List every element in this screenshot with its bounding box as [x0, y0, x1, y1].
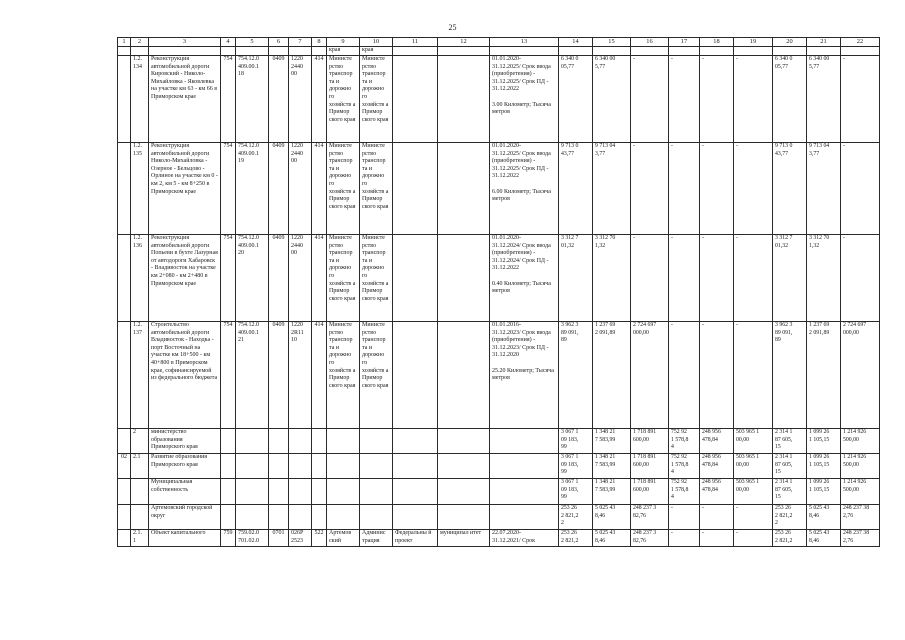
table-cell	[327, 429, 360, 454]
table-cell	[221, 429, 236, 454]
table-cell: 01.01.2020- 31.12.2025/ Срок ввода (приобретения) - 31.12.2025/ Срок ПД - 31.12.2022 3.00 Километр; Тысяча метров	[490, 56, 559, 143]
table-row-municipal	[118, 479, 880, 505]
table-cell	[393, 143, 438, 235]
table-cell: 1.2. 135	[131, 143, 149, 235]
table-cell: Министе рство транспор та и дорожно го хозяйств а Примор ского края	[360, 235, 393, 322]
table-cell: 2 724 697 000,00	[841, 322, 880, 429]
table-cell: 2	[131, 429, 149, 454]
table-cell: Артемов ский	[327, 530, 360, 547]
table-cell	[490, 47, 559, 56]
table-cell: 248 237 38 2,76	[841, 530, 880, 547]
table-cell: 1 718 891 600,00	[631, 429, 669, 454]
table-cell: 253 26 2 821,2	[559, 530, 593, 547]
column-header-22: 22	[841, 38, 880, 47]
table-cell	[438, 429, 490, 454]
table-cell: 248 237 38 2,76	[841, 505, 880, 530]
table-row-2	[118, 429, 880, 454]
table-cell	[393, 47, 438, 56]
table-cell: -	[631, 56, 669, 143]
table-row-1-2-135	[118, 143, 880, 235]
table-cell	[490, 479, 559, 505]
table-cell: Строительство автомобильной дороги Владивосток - Находка - порт Восточный на участке км 18+500 - км 40+800 в Приморском крае, софинансируемой из федерального бюджета	[149, 322, 221, 429]
table-cell: 1 214 926 500,00	[841, 454, 880, 479]
table-cell: 414	[312, 235, 327, 322]
table-cell: -	[669, 235, 700, 322]
table-cell	[131, 479, 149, 505]
table-cell: -	[700, 143, 734, 235]
table-cell: 754.12.0 409.00.1 21	[236, 322, 269, 429]
table-cell	[289, 454, 312, 479]
table-cell	[360, 429, 393, 454]
table-cell: 248 237 3 82,76	[631, 505, 669, 530]
table-cell: -	[841, 56, 880, 143]
table-cell	[221, 479, 236, 505]
table-cell: 253 26 2 821,2 2	[773, 505, 807, 530]
table-cell	[236, 429, 269, 454]
table-cell	[269, 429, 289, 454]
table-cell: 414	[312, 322, 327, 429]
table-cell	[221, 454, 236, 479]
table-cell	[118, 143, 131, 235]
table-cell	[118, 505, 131, 530]
table-cell: 9 713 0 43,77	[559, 143, 593, 235]
table-cell	[312, 479, 327, 505]
table-cell: -	[669, 143, 700, 235]
table-cell	[393, 322, 438, 429]
table-cell: 754	[221, 235, 236, 322]
table-cell: 3 312 70 1,32	[593, 235, 631, 322]
table-cell: 754.12.0 409.00.1 20	[236, 235, 269, 322]
table-cell	[393, 56, 438, 143]
table-cell: 0701	[269, 530, 289, 547]
table-cell: 01.01.2016- 31.12.2023/ Срок ввода (приобретения) - 31.12.2023/ Срок ПД - 31.12.2020 25.20 Километр; Тысяча метров	[490, 322, 559, 429]
table-cell	[773, 47, 807, 56]
table-cell: Министе рство транспор та и дорожно го хозяйств а Примор ского края	[360, 56, 393, 143]
column-header-2: 2	[131, 38, 149, 47]
table-cell: -	[734, 235, 773, 322]
table-row-1-2-137	[118, 322, 880, 429]
table-cell	[438, 322, 490, 429]
table-cell: муниципал итет	[438, 530, 490, 547]
table-cell	[312, 47, 327, 56]
table-cell: 503 965 1 00,00	[734, 479, 773, 505]
table-cell	[490, 505, 559, 530]
table-cell: 2 314 1 87 605, 15	[773, 429, 807, 454]
table-cell	[393, 235, 438, 322]
table-cell: 1220 2440 00	[289, 235, 312, 322]
table-cell: 1.2. 134	[131, 56, 149, 143]
table-cell: министерство образования Приморского края	[149, 429, 221, 454]
table-cell	[327, 505, 360, 530]
table-cell	[236, 505, 269, 530]
table-cell: -	[700, 530, 734, 547]
table-cell: 026P 2523	[289, 530, 312, 547]
table-cell: 6 340 00 5,77	[807, 56, 841, 143]
table-cell: 0409	[269, 143, 289, 235]
table-cell	[700, 47, 734, 56]
table-cell: 1 214 926 500,00	[841, 479, 880, 505]
table-cell: -	[841, 235, 880, 322]
column-header-5: 5	[236, 38, 269, 47]
table-cell	[289, 505, 312, 530]
table-cell: 759	[221, 530, 236, 547]
table-cell: -	[734, 143, 773, 235]
table-cell	[327, 454, 360, 479]
table-cell: 2.1	[131, 454, 149, 479]
table-cell	[118, 56, 131, 143]
table-cell	[118, 479, 131, 505]
table-cell: Министе рство транспор та и дорожно го хозяйств а Примор ского края	[327, 56, 360, 143]
table-cell: -	[734, 322, 773, 429]
table-row-2-1-1	[118, 530, 880, 547]
table-cell: 1 718 891 600,00	[631, 479, 669, 505]
column-header-10: 10	[360, 38, 393, 47]
table-cell: 248 237 3 82,76	[631, 530, 669, 547]
table-cell: -	[669, 530, 700, 547]
table-cell: 0409	[269, 56, 289, 143]
table-cell: края	[327, 47, 360, 56]
column-header-17: 17	[669, 38, 700, 47]
table-cell: 754.12.0 409.00.1 18	[236, 56, 269, 143]
table-cell: 1 348 21 7 583,99	[593, 429, 631, 454]
table-cell	[118, 429, 131, 454]
table-cell: 5 025 43 8,46	[593, 505, 631, 530]
table-cell: 503 965 1 00,00	[734, 454, 773, 479]
table-cell: -	[700, 56, 734, 143]
column-header-1: 1	[118, 38, 131, 47]
table-cell: края	[360, 47, 393, 56]
table-cell	[289, 47, 312, 56]
table-cell: -	[841, 143, 880, 235]
table-cell: 248 956 478,84	[700, 429, 734, 454]
table-cell: 3 067 1 09 183, 99	[559, 429, 593, 454]
table-cell: -	[700, 235, 734, 322]
column-header-13: 13	[490, 38, 559, 47]
table-cell: 1 099 26 1 105,15	[807, 454, 841, 479]
table-cell: 248 956 478,84	[700, 479, 734, 505]
table-cell	[236, 479, 269, 505]
table-cell: 752 92 1 578,8 4	[669, 429, 700, 454]
table-cell	[438, 235, 490, 322]
table-cell: 752 92 1 578,8 4	[669, 454, 700, 479]
table-row-1-2-136	[118, 235, 880, 322]
table-cell	[118, 530, 131, 547]
table-cell: 0409	[269, 235, 289, 322]
table-cell: 01.01.2020- 31.12.2024/ Срок ввода (приобретения) - 31.12.2024/ Срок ПД - 31.12.2022 0.40 Километр; Тысяча метров	[490, 235, 559, 322]
table-cell: 503 965 1 00,00	[734, 429, 773, 454]
table-cell: 1 237 69 2 091,89	[593, 322, 631, 429]
column-header-6: 6	[269, 38, 289, 47]
table-row-02-2-1	[118, 454, 880, 479]
table-cell: -	[700, 322, 734, 429]
table-cell: Развитие образования Приморского края	[149, 454, 221, 479]
table-row-artem	[118, 505, 880, 530]
column-header-9: 9	[327, 38, 360, 47]
table-cell	[312, 505, 327, 530]
table-cell: -	[631, 143, 669, 235]
table-cell: -	[669, 322, 700, 429]
table-cell: 248 956 478,84	[700, 454, 734, 479]
table-cell: Муниципальная собственность	[149, 479, 221, 505]
table-cell	[312, 454, 327, 479]
table-cell: Артемовский городской округ	[149, 505, 221, 530]
column-header-4: 4	[221, 38, 236, 47]
table-cell	[559, 47, 593, 56]
table-cell: 1 099 26 1 105,15	[807, 429, 841, 454]
table-cell: 1220 2440 00	[289, 143, 312, 235]
column-header-12: 12	[438, 38, 490, 47]
table-cell: 522	[312, 530, 327, 547]
table-cell: -	[669, 56, 700, 143]
column-header-15: 15	[593, 38, 631, 47]
table-cell: 6 340 0 05,77	[559, 56, 593, 143]
table-cell	[669, 47, 700, 56]
table-cell: 1 237 69 2 091,89	[807, 322, 841, 429]
table-cell	[118, 235, 131, 322]
table-cell	[490, 454, 559, 479]
table-cell	[393, 505, 438, 530]
table-cell: 5 025 43 8,46	[593, 530, 631, 547]
table-cell: 1 348 21 7 583,99	[593, 454, 631, 479]
table-cell: 1220 2440 00	[289, 56, 312, 143]
table-cell: Федеральны й проект	[393, 530, 438, 547]
table-cell	[490, 429, 559, 454]
table-cell: 1 348 21 7 583,99	[593, 479, 631, 505]
table-cell: Реконструкция автомобильной дороги Попьеви в бухте Лазурная от автодороги Хабаровск - Владивосток на участке км 2+080 - км 2+480 в Приморском крае	[149, 235, 221, 322]
table-cell	[360, 505, 393, 530]
table-cell	[393, 454, 438, 479]
table-cell: 0409	[269, 322, 289, 429]
table-cell: 6 340 0 05,77	[773, 56, 807, 143]
table-cell	[221, 47, 236, 56]
table-cell	[131, 47, 149, 56]
table-cell: Админис трация	[360, 530, 393, 547]
column-header-11: 11	[393, 38, 438, 47]
table-cell	[438, 479, 490, 505]
table-cell: 1 214 926 500,00	[841, 429, 880, 454]
table-cell	[438, 505, 490, 530]
table-row-1-2-134	[118, 56, 880, 143]
table-cell	[269, 479, 289, 505]
table-cell	[438, 454, 490, 479]
table-cell	[131, 505, 149, 530]
table-cell: 9 713 04 3,77	[593, 143, 631, 235]
page-number: 25	[448, 23, 457, 32]
table-cell: 1220 2R11 10	[289, 322, 312, 429]
table-cell	[327, 479, 360, 505]
table-cell: 3 312 7 01,32	[559, 235, 593, 322]
table-cell	[360, 479, 393, 505]
table-cell	[118, 322, 131, 429]
table-cell: -	[669, 505, 700, 530]
table-cell: 2 314 1 87 605, 15	[773, 479, 807, 505]
table-cell: 759.02.0 701.02.0	[236, 530, 269, 547]
column-number-row	[118, 38, 880, 47]
table-cell	[269, 47, 289, 56]
table-cell	[807, 47, 841, 56]
table-cell: 1 099 26 1 105,15	[807, 479, 841, 505]
column-header-18: 18	[700, 38, 734, 47]
column-header-21: 21	[807, 38, 841, 47]
table-cell: Министе рство транспор та и дорожно го хозяйств а Примор ского края	[360, 143, 393, 235]
table-cell: Министе рство транспор та и дорожно го хозяйств а Примор ского края	[327, 322, 360, 429]
table-cell: Реконструкция автомобильной дороги Николо-Михайловка - Озерное - Бельцово - Орлиное на участке км 0 - км 2, км 5 - км 8+250 в Приморском крае	[149, 143, 221, 235]
table-cell	[393, 479, 438, 505]
table-cell: 3 962 3 89 091, 89	[559, 322, 593, 429]
column-header-20: 20	[773, 38, 807, 47]
table-cell: 1.2. 137	[131, 322, 149, 429]
table-cell: 754	[221, 56, 236, 143]
table-cell: 414	[312, 143, 327, 235]
table-cell: -	[700, 505, 734, 530]
table-cell	[236, 454, 269, 479]
table-cell	[438, 56, 490, 143]
table-cell: 5 025 43 8,46	[807, 505, 841, 530]
table-row-continuation	[118, 47, 880, 56]
table-cell: 3 067 1 09 183, 99	[559, 479, 593, 505]
table-cell: -	[631, 235, 669, 322]
table-cell: 253 26 2 821,2	[773, 530, 807, 547]
table-cell: Министе рство транспор та и дорожно го хозяйств а Примор ского края	[360, 322, 393, 429]
table-cell: 2.1. 1	[131, 530, 149, 547]
table-cell: -	[734, 530, 773, 547]
table-cell	[438, 47, 490, 56]
table-cell: 414	[312, 56, 327, 143]
table-cell: 3 312 70 1,32	[807, 235, 841, 322]
table-cell: 3 067 1 09 183, 99	[559, 454, 593, 479]
table-cell	[118, 47, 131, 56]
table-cell: 6 340 00 5,77	[593, 56, 631, 143]
table-cell	[312, 429, 327, 454]
table-cell: 754	[221, 143, 236, 235]
table-cell	[393, 429, 438, 454]
table-cell	[360, 454, 393, 479]
table-cell: Министе рство транспор та и дорожно го хозяйств а Примор ского края	[327, 143, 360, 235]
column-header-16: 16	[631, 38, 669, 47]
data-table	[117, 37, 880, 547]
table-cell	[269, 454, 289, 479]
table-cell	[289, 479, 312, 505]
column-header-8: 8	[312, 38, 327, 47]
table-cell: 5 025 43 8,46	[807, 530, 841, 547]
table-cell: 9 713 04 3,77	[807, 143, 841, 235]
table-cell	[631, 47, 669, 56]
table-cell	[438, 143, 490, 235]
column-header-19: 19	[734, 38, 773, 47]
table-cell	[841, 47, 880, 56]
table-cell: 1.2. 136	[131, 235, 149, 322]
table-cell	[149, 47, 221, 56]
table-cell: 253 26 2 821,2 2	[559, 505, 593, 530]
table-cell: Реконструкция автомобильной дороги Кировский - Николо-Михайловка - Яковлевка на участке км 63 - км 66 в Приморском крае	[149, 56, 221, 143]
table-cell	[734, 47, 773, 56]
table-cell	[593, 47, 631, 56]
table-cell	[289, 429, 312, 454]
table-cell: 2 724 697 000,00	[631, 322, 669, 429]
table-cell: Объект капитального	[149, 530, 221, 547]
table-cell: 752 92 1 578,8 4	[669, 479, 700, 505]
table-cell: 1 718 891 600,00	[631, 454, 669, 479]
table-cell: 754.12.0 409.00.1 19	[236, 143, 269, 235]
table-cell: -	[734, 56, 773, 143]
table-cell: 02	[118, 454, 131, 479]
table-cell: -	[734, 505, 773, 530]
table-cell: 3 962 3 89 091, 89	[773, 322, 807, 429]
column-header-3: 3	[149, 38, 221, 47]
table-cell	[269, 505, 289, 530]
table-cell	[221, 505, 236, 530]
table-cell: Министе рство транспор та и дорожно го хозяйств а Примор ского края	[327, 235, 360, 322]
table-cell: 01.01.2020- 31.12.2025/ Срок ввода (приобретения) - 31.12.2025/ Срок ПД - 31.12.2022 6.00 Километр; Тысяча метров	[490, 143, 559, 235]
table-cell	[236, 47, 269, 56]
table-cell: 9 713 0 43,77	[773, 143, 807, 235]
table-cell: 754	[221, 322, 236, 429]
table-cell: 2 314 1 87 605, 15	[773, 454, 807, 479]
table-cell: 3 312 7 01,32	[773, 235, 807, 322]
table-cell: 22.07.2020- 31.12.2021/ Срок	[490, 530, 559, 547]
column-header-7: 7	[289, 38, 312, 47]
column-header-14: 14	[559, 38, 593, 47]
